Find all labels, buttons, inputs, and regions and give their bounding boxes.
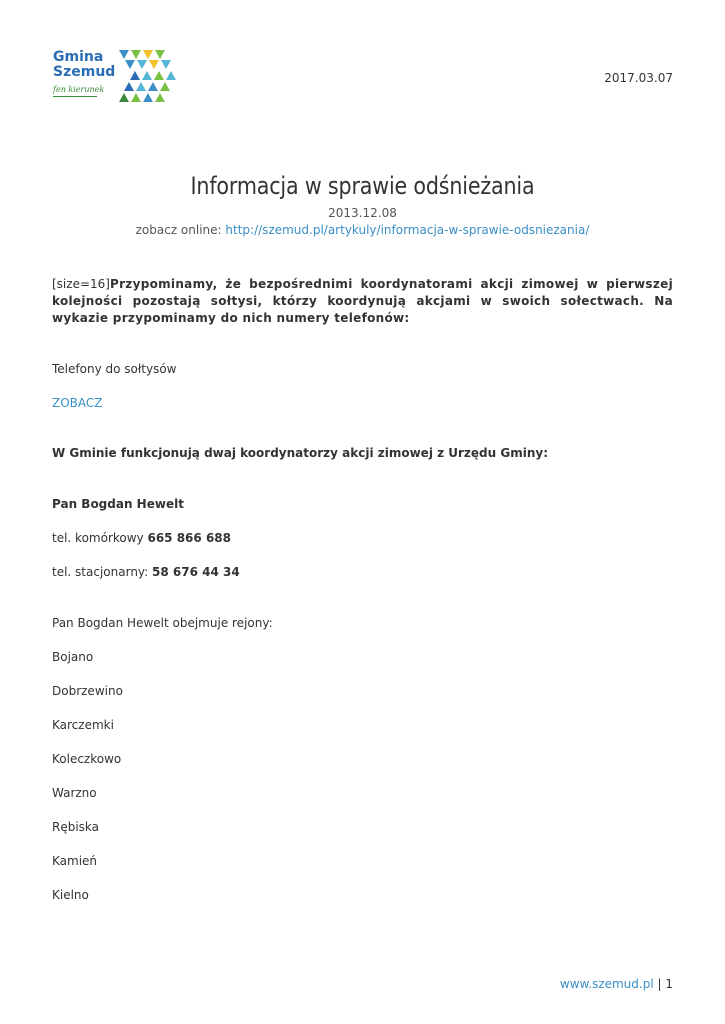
page-number: 1	[665, 977, 673, 991]
footer-separator: |	[653, 977, 666, 991]
logo-underline	[53, 96, 97, 97]
landline-label: tel. stacjonarny:	[52, 565, 153, 579]
region-item: Dobrzewino	[52, 684, 123, 698]
page-footer	[560, 977, 673, 991]
intro-paragraph-container	[52, 276, 673, 327]
footer-site-link[interactable]: www.szemud.pl	[559, 977, 654, 991]
see-link[interactable]: ZOBACZ	[52, 396, 103, 410]
mobile-line	[52, 531, 231, 545]
region-item: Kamień	[52, 854, 98, 868]
phones-label: Telefony do sołtysów	[52, 362, 177, 376]
gmina-szemud-logo	[50, 48, 180, 108]
intro-bold-text: Przypominamy, że bezpośrednimi koordynatorami akcji zimowej w pierwszej kolejności pozostają sołtysi, którzy koordynują akcjami w swoich sołectwach. Na wykazie przypominamy do nich numery telefonów:	[52, 277, 673, 325]
region-item: Kielno	[52, 888, 89, 902]
article-url-link[interactable]: http://szemud.pl/artykuly/informacja-w-sprawie-odsniezania/	[225, 223, 590, 237]
person-name: Pan Bogdan Hewelt	[52, 497, 184, 511]
online-line	[0, 223, 725, 237]
logo-line1: Gmina	[53, 49, 104, 65]
print-date: 2017.03.07	[604, 71, 673, 85]
article-date: 2013.12.08	[328, 206, 397, 220]
region-item: Karczemki	[52, 718, 114, 732]
intro-prefix: [size=16]	[52, 277, 110, 291]
region-item: Rębiska	[52, 820, 100, 834]
online-label: zobacz online:	[135, 223, 226, 237]
intro-paragraph	[52, 276, 673, 327]
logo-wordmark	[53, 50, 115, 80]
mobile-label: tel. komórkowy	[52, 531, 148, 545]
landline-number: 58 676 44 34	[152, 565, 240, 579]
logo-tagline: fen kierunek	[53, 85, 105, 94]
landline-line	[52, 565, 240, 579]
regions-label: Pan Bogdan Hewelt obejmuje rejony:	[52, 616, 273, 630]
region-item: Warzno	[52, 786, 97, 800]
region-item: Bojano	[52, 650, 94, 664]
region-item: Koleczkowo	[52, 752, 122, 766]
coordinators-heading: W Gminie funkcjonują dwaj koordynatorzy akcji zimowej z Urzędu Gminy:	[52, 446, 548, 460]
triangle-mosaic-icon	[119, 50, 177, 102]
article-title: Informacja w sprawie odśnieżania	[190, 172, 535, 200]
logo-line2: Szemud	[53, 64, 116, 80]
mobile-number: 665 866 688	[147, 531, 231, 545]
